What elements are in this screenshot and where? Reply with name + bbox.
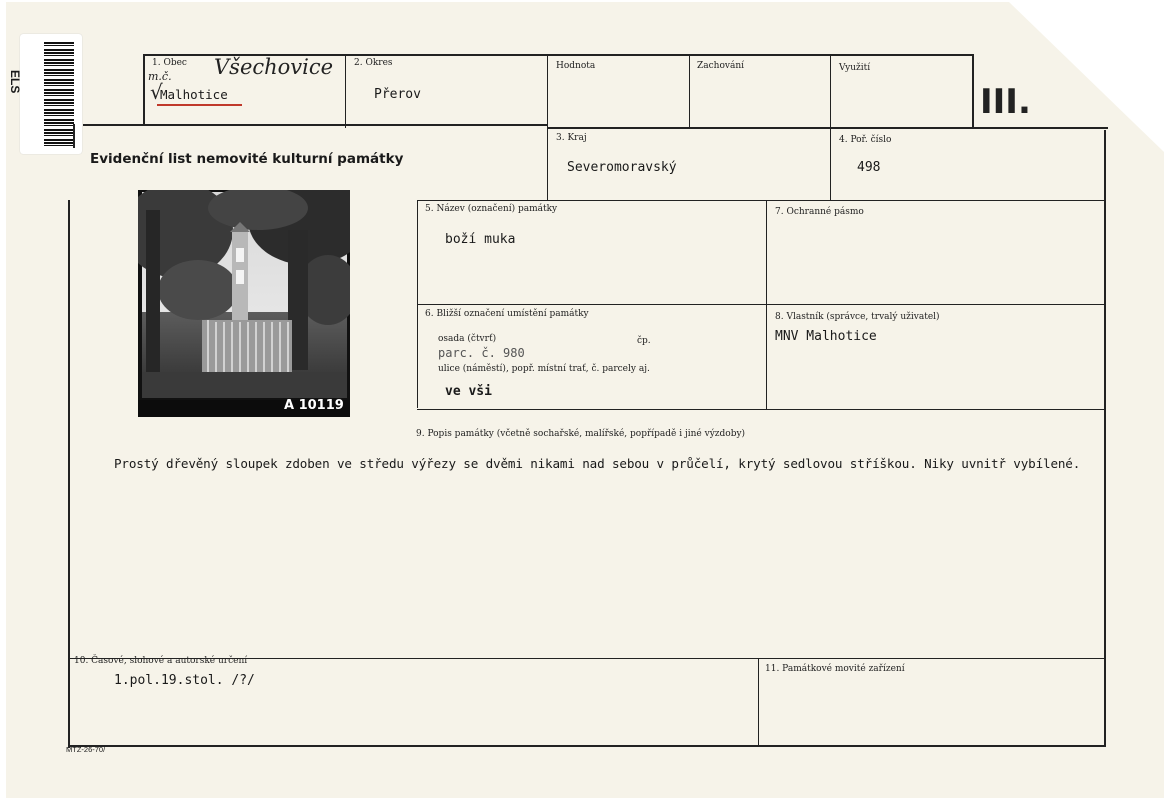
popis-value: Prostý dřevěný sloupek zdoben ve středu výřezy se dvěmi nikami nad sebou v průčelí, krytý sedlovou stříškou. Niky uvnitř vybílené. [114,456,1081,471]
checkmark-icon: √ [150,80,163,104]
okres-value: Přerov [374,87,421,102]
obec-label: 1. Obec [152,58,187,68]
grid-line [1104,130,1106,747]
grid-line [83,124,548,126]
por-cislo-label: 4. Poř. číslo [839,135,892,145]
obec-value: Malhotice [160,87,228,102]
grid-line [758,658,759,746]
obec-handwritten-prefix: m.č. [148,70,172,83]
osada-label: osada (čtvrť) [438,334,497,344]
grid-line [548,127,1108,129]
grid-line [547,128,548,200]
sticker-code: ELS [8,70,22,94]
page-title: Evidenční list nemovité kulturní památky [90,151,404,167]
barcode-icon [44,42,74,146]
grid-line [972,55,974,128]
datace-value: 1.pol.19.stol. /?/ [114,673,255,688]
nazev-label: 5. Název (označení) památky [425,204,558,214]
form-code: MTZ-26-70/ [66,745,106,754]
grid-line [417,304,1105,305]
monument-photo [138,190,350,417]
photo-image [138,190,350,417]
zachovani-label: Zachování [697,61,744,71]
ochranne-pasmo-label: 7. Ochranné pásmo [775,207,864,217]
popis-label: 9. Popis památky (včetně sochařské, malířské, popřípadě i jiné výzdoby) [416,429,746,439]
okres-label: 2. Okres [354,58,393,68]
umisteni-value: ve vši [445,384,492,399]
vlastnik-label: 8. Vlastník (správce, trvalý uživatel) [775,312,940,322]
vyuziti-label: Využití [839,63,871,73]
grid-line [73,124,75,148]
nazev-value: boží muka [445,232,516,247]
grid-line [417,409,1105,410]
grid-line [417,200,1105,201]
kraj-label: 3. Kraj [556,133,587,143]
vlastnik-value: MNV Malhotice [775,329,877,344]
grid-line [766,200,767,410]
zarizeni-label: 11. Památkové movité zařízení [765,664,905,674]
photo-caption: A 10119 [284,398,344,413]
hodnota-label: Hodnota [556,61,596,71]
kraj-value: Severomoravský [567,160,677,175]
por-cislo-value: 498 [857,160,881,175]
roman-mark: III. [980,82,1031,122]
grid-line [830,55,831,128]
obec-handwritten: Všechovice [214,55,334,79]
grid-line [68,200,70,748]
ulice-label: ulice (náměstí), popř. místní trať, č. parcely aj. [438,364,650,374]
grid-line [547,55,548,128]
grid-line [689,55,690,128]
obec-underline [157,104,242,106]
grid-line [143,54,145,124]
datace-label: 10. Časové, slohové a autorské určení [74,656,248,666]
parcela-value: parc. č. 980 [438,346,525,360]
grid-line [68,745,1106,747]
grid-line [830,128,831,200]
grid-line [345,55,346,128]
cp-label: čp. [637,336,651,346]
umisteni-label: 6. Bližší označení umístění památky [425,309,589,319]
